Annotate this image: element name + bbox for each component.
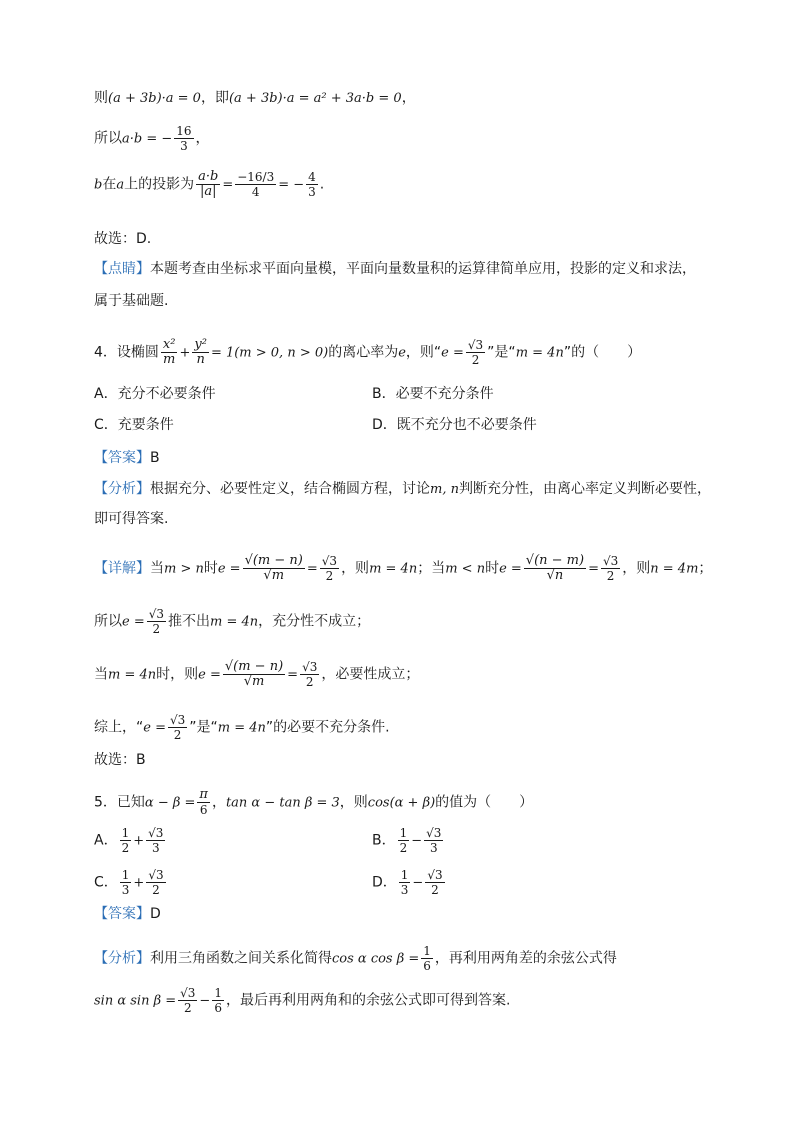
numerator: √3 [148, 868, 164, 882]
fraction [192, 338, 209, 367]
option-label: B． [372, 832, 396, 849]
formula: b [94, 177, 103, 193]
numerator: √(m − n) [244, 553, 303, 568]
numerator: −16/3 [237, 170, 275, 184]
denominator: 6 [214, 1001, 222, 1015]
numerator: √3 [169, 713, 186, 727]
fraction [161, 338, 178, 367]
text: ； [698, 560, 713, 577]
text: 利用三角函数之间关系化简得 [150, 950, 332, 967]
formula: = [222, 177, 234, 193]
formula: e = [217, 561, 241, 577]
denominator: √m [243, 674, 265, 689]
question-text: 的值为（ ） [435, 794, 534, 811]
numerator: √3 [426, 826, 442, 840]
formula: a [116, 177, 125, 193]
formula: m = 4n [217, 720, 266, 736]
formula: e = [499, 561, 522, 577]
numerator: √3 [427, 868, 443, 882]
formula: e [398, 345, 406, 361]
numerator: √3 [180, 986, 196, 1000]
line-2 [94, 124, 754, 153]
formula: e = [198, 667, 221, 683]
numerator: π [199, 787, 208, 802]
numerator: √3 [302, 660, 318, 674]
formula: = [287, 667, 299, 683]
text: ，则 [341, 560, 370, 577]
formula: m = 4n [108, 667, 157, 683]
fraction [146, 868, 165, 897]
question-text: ，则 [339, 794, 368, 811]
analysis-5-line-2 [94, 986, 754, 1015]
question-4 [94, 338, 754, 367]
numerator: 4 [308, 170, 316, 184]
answer-4 [94, 448, 754, 468]
option-label: D． [372, 874, 397, 891]
text: ， [401, 90, 416, 106]
formula: = 1(m > 0, n > 0) [210, 345, 329, 361]
option-label: A． [94, 832, 118, 849]
numerator: √3 [148, 607, 164, 621]
fraction [421, 944, 433, 973]
fraction [168, 713, 187, 742]
line-dang [94, 660, 754, 689]
fraction [243, 554, 305, 583]
formula: tan α − tan β = 3 [225, 795, 340, 811]
question-text: 5．已知 [94, 794, 145, 811]
answer-tag: 【答案】 [94, 906, 150, 922]
text: ”的必要不充分条件. [265, 719, 390, 736]
denominator: |a| [199, 184, 217, 199]
numerator: x² [162, 337, 176, 352]
fraction [424, 826, 443, 855]
fraction [147, 607, 166, 636]
numerator: √3 [467, 338, 484, 352]
text: ，充分性不成立； [258, 613, 371, 630]
text: 判断充分性，由离心率定义判断必要性， [458, 481, 711, 497]
numerator: 16 [176, 124, 192, 138]
text: 在 [102, 176, 117, 193]
option-c[interactable] [94, 868, 168, 897]
text: 时 [203, 560, 218, 577]
denominator: 3 [121, 883, 130, 897]
answer-tag: 【答案】 [94, 450, 150, 466]
text: 根据充分、必要性定义，结合椭圆方程，讨论 [150, 481, 430, 497]
formula: m > n [164, 561, 204, 577]
denominator: 2 [606, 569, 615, 583]
operator: − [411, 833, 423, 849]
text: 即可得答案. [94, 511, 169, 527]
denominator: 2 [471, 353, 480, 367]
numerator: √3 [602, 554, 619, 568]
fraction [601, 554, 620, 583]
analysis-tag: 【分析】 [94, 481, 150, 497]
option-c[interactable]: C．充要条件 [94, 417, 174, 433]
formula: = − [278, 177, 305, 193]
conclusion: 故选：B [94, 752, 146, 768]
fraction [425, 868, 444, 897]
numerator: √(m − n) [224, 659, 284, 674]
detail-tag: 【详解】 [94, 560, 150, 577]
formula: m = 4n [515, 345, 564, 361]
numerator: √(n − m) [525, 553, 585, 568]
denominator: 3 [429, 841, 438, 855]
operator: − [199, 993, 211, 1009]
question-text: 4．设椭圆 [94, 344, 159, 361]
conclusion: 故选：D. [94, 231, 152, 247]
comment-line [94, 259, 754, 279]
fraction [146, 826, 165, 855]
text: 综上，“ [94, 719, 144, 736]
text: 时，则 [156, 666, 199, 683]
text: ”是“ [189, 719, 218, 736]
comment-tag: 【点睛】 [94, 261, 150, 277]
denominator: 2 [399, 841, 408, 855]
denominator: 2 [305, 675, 314, 689]
question-text: ”是“ [487, 344, 516, 361]
fraction [223, 660, 285, 689]
denominator: 3 [400, 883, 409, 897]
denominator: 2 [431, 883, 439, 897]
option-b[interactable] [372, 826, 445, 855]
line-3 [94, 170, 754, 199]
text: ，最后再利用两角和的余弦公式即可得到答案. [225, 992, 511, 1009]
formula: a·b = − [122, 131, 173, 147]
formula: (a + 3b)·a = 0 [108, 91, 201, 106]
fraction [320, 554, 339, 583]
denominator: 2 [152, 883, 160, 897]
text: ，必要性成立； [321, 666, 420, 683]
text: ；当 [417, 560, 446, 577]
text: 当 [150, 560, 164, 577]
text: ，即 [200, 90, 229, 106]
formula: + [179, 345, 191, 361]
denominator: n [196, 352, 205, 367]
denominator: √n [546, 568, 564, 583]
question-text: ，则“ [405, 344, 442, 361]
formula: cos(α + β) [367, 795, 436, 811]
formula: m = 4n [369, 561, 418, 577]
fraction [300, 660, 319, 689]
denominator: 3 [151, 841, 160, 855]
answer-value: D [150, 906, 161, 922]
denominator: 2 [183, 1001, 192, 1015]
formula: cos α cos β = [332, 951, 420, 967]
text: 所以 [94, 613, 122, 630]
denominator: 2 [152, 622, 161, 636]
line-zongshang [94, 713, 754, 742]
denominator: 4 [251, 185, 260, 199]
denominator: 2 [173, 728, 182, 742]
denominator: 3 [308, 185, 316, 199]
fraction [306, 170, 318, 199]
text: 所以 [94, 130, 122, 147]
text: 本题考查由坐标求平面向量模，平面向量数量积的运算律简单应用，投影的定义和求法， [150, 261, 696, 277]
option-a[interactable]: A．充分不必要条件 [94, 386, 216, 402]
numerator: 1 [400, 868, 409, 882]
fraction [466, 338, 485, 367]
detail-4 [94, 554, 754, 583]
line-1 [94, 88, 754, 109]
fraction [196, 170, 220, 199]
analysis-4 [94, 479, 754, 500]
fraction [398, 826, 410, 855]
fraction [197, 788, 210, 817]
option-d[interactable]: D．既不充分也不必要条件 [372, 417, 537, 433]
numerator: √3 [321, 554, 338, 568]
denominator: 2 [325, 569, 334, 583]
denominator: m [163, 352, 176, 367]
numerator: √3 [148, 826, 164, 840]
option-b[interactable]: B．必要不充分条件 [372, 386, 494, 402]
denominator: 6 [423, 959, 431, 973]
question-text: 的离心率为 [328, 344, 399, 361]
formula: = [306, 561, 318, 577]
text: 属于基础题. [94, 293, 169, 309]
fraction [178, 986, 197, 1015]
fraction [235, 170, 276, 199]
question-text: ”的（ ） [563, 344, 642, 361]
text: ，再利用两角差的余弦公式得 [434, 950, 617, 967]
text: 推不出 [168, 613, 210, 630]
numerator: 1 [121, 826, 130, 840]
formula: = [588, 561, 599, 577]
text: ，则 [622, 560, 651, 577]
option-d[interactable] [372, 868, 447, 897]
formula: m, n [430, 482, 459, 497]
numerator: 1 [214, 986, 222, 1000]
formula: e = [143, 720, 166, 736]
text: 当 [94, 666, 108, 683]
formula: n = 4m [650, 561, 699, 577]
text: 时 [485, 560, 500, 577]
analysis-5 [94, 944, 754, 973]
answer-5 [94, 904, 754, 924]
formula: m < n [445, 561, 486, 577]
text: 则 [94, 90, 108, 106]
fraction [120, 868, 132, 897]
question-text: ， [211, 794, 226, 811]
numerator: y² [194, 337, 207, 352]
fraction [399, 868, 411, 897]
denominator: 6 [199, 803, 208, 817]
formula: e = [122, 614, 145, 630]
question-5 [94, 788, 754, 817]
answer-value: B [150, 450, 160, 466]
numerator: a·b [198, 169, 219, 184]
denominator: 3 [180, 139, 188, 153]
denominator: √m [263, 568, 285, 583]
analysis-tag: 【分析】 [94, 950, 150, 967]
line-suoyi [94, 607, 754, 636]
formula: sin α sin β = [94, 993, 177, 1009]
text: . [319, 176, 325, 193]
numerator: 1 [423, 944, 431, 958]
formula: m = 4n [210, 614, 259, 630]
fraction [174, 124, 193, 153]
text: 上的投影为 [124, 176, 195, 193]
formula: e = [441, 345, 464, 361]
option-a[interactable] [94, 826, 167, 855]
fraction [212, 986, 224, 1015]
operator: + [133, 833, 145, 849]
denominator: 2 [121, 841, 130, 855]
text: ， [195, 130, 210, 147]
operator: − [412, 875, 424, 891]
formula: (a + 3b)·a = a² + 3a·b = 0 [228, 91, 402, 106]
operator: + [133, 875, 145, 891]
numerator: 1 [399, 826, 408, 840]
fraction [524, 554, 586, 583]
numerator: 1 [121, 868, 130, 882]
option-label: C． [94, 874, 118, 891]
fraction [120, 826, 132, 855]
formula: α − β = [144, 795, 196, 811]
